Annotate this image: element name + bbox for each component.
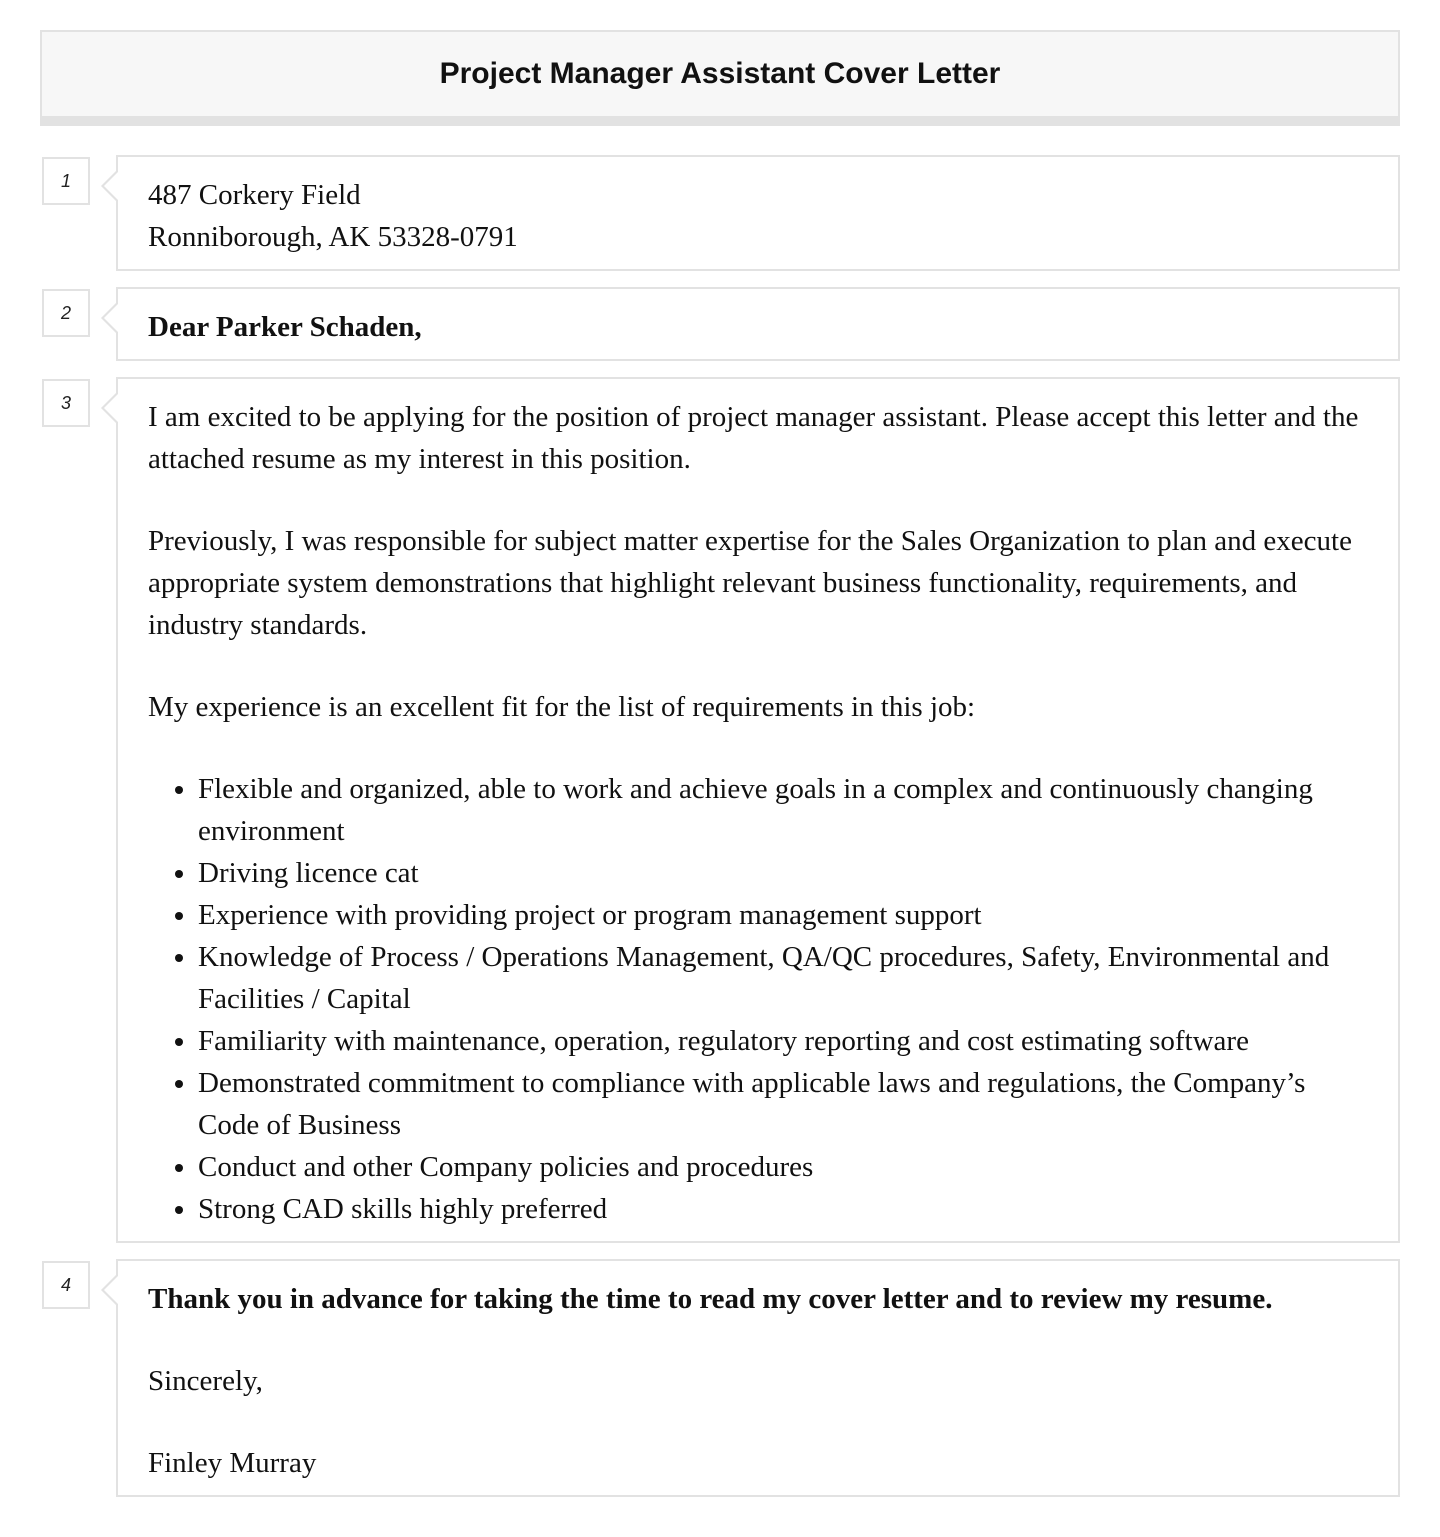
address-line-1: 487 Corkery Field	[148, 179, 361, 211]
list-item: • Experience with providing project or program management support	[198, 894, 1368, 936]
list-item: • Flexible and organized, able to work and achieve goals in a complex and continuously changing environment	[198, 768, 1368, 852]
address-card	[116, 155, 1400, 271]
page-title: Project Manager Assistant Cover Letter	[439, 57, 1001, 90]
list-item: • Knowledge of Process / Operations Management, QA/QC procedures, Safety, Environmental and Facilities / Capital	[198, 936, 1368, 1020]
list-item: • Conduct and other Company policies and procedures	[198, 1146, 1368, 1188]
salutation-card	[116, 287, 1400, 361]
section-number-1: 1	[42, 157, 90, 205]
section-number-3: 3	[42, 379, 90, 427]
thanks-paragraph: Thank you in advance for taking the time to read my cover letter and to review my resume.	[148, 1283, 1273, 1315]
section-number-2: 2	[42, 289, 90, 337]
previous-experience-paragraph: Previously, I was responsible for subject matter expertise for the Sales Organization to plan and execute appropriate system demonstrations that highlight relevant business functionality, requirements, and industry standards.	[148, 525, 1352, 641]
document-header	[40, 30, 1400, 126]
closing-card	[116, 1259, 1400, 1497]
list-item: • Strong CAD skills highly preferred	[198, 1188, 1368, 1230]
section-number-4: 4	[42, 1261, 90, 1309]
intro-paragraph: I am excited to be applying for the position of project manager assistant. Please accept this letter and the attached resume as my interest in this position.	[148, 401, 1359, 475]
list-item: • Driving licence cat	[198, 852, 1368, 894]
list-item: • Demonstrated commitment to compliance with applicable laws and regulations, the Company’s Code of Business	[198, 1062, 1368, 1146]
address-line-2: Ronniborough, AK 53328-0791	[148, 221, 518, 253]
requirements-list	[148, 768, 1368, 1230]
salutation: Dear Parker Schaden,	[148, 311, 422, 343]
fit-paragraph: My experience is an excellent fit for the list of requirements in this job:	[148, 691, 976, 723]
body-card	[116, 377, 1400, 1243]
list-item: • Familiarity with maintenance, operation, regulatory reporting and cost estimating software	[198, 1020, 1368, 1062]
signature: Finley Murray	[148, 1447, 317, 1479]
closing-line: Sincerely,	[148, 1365, 263, 1397]
